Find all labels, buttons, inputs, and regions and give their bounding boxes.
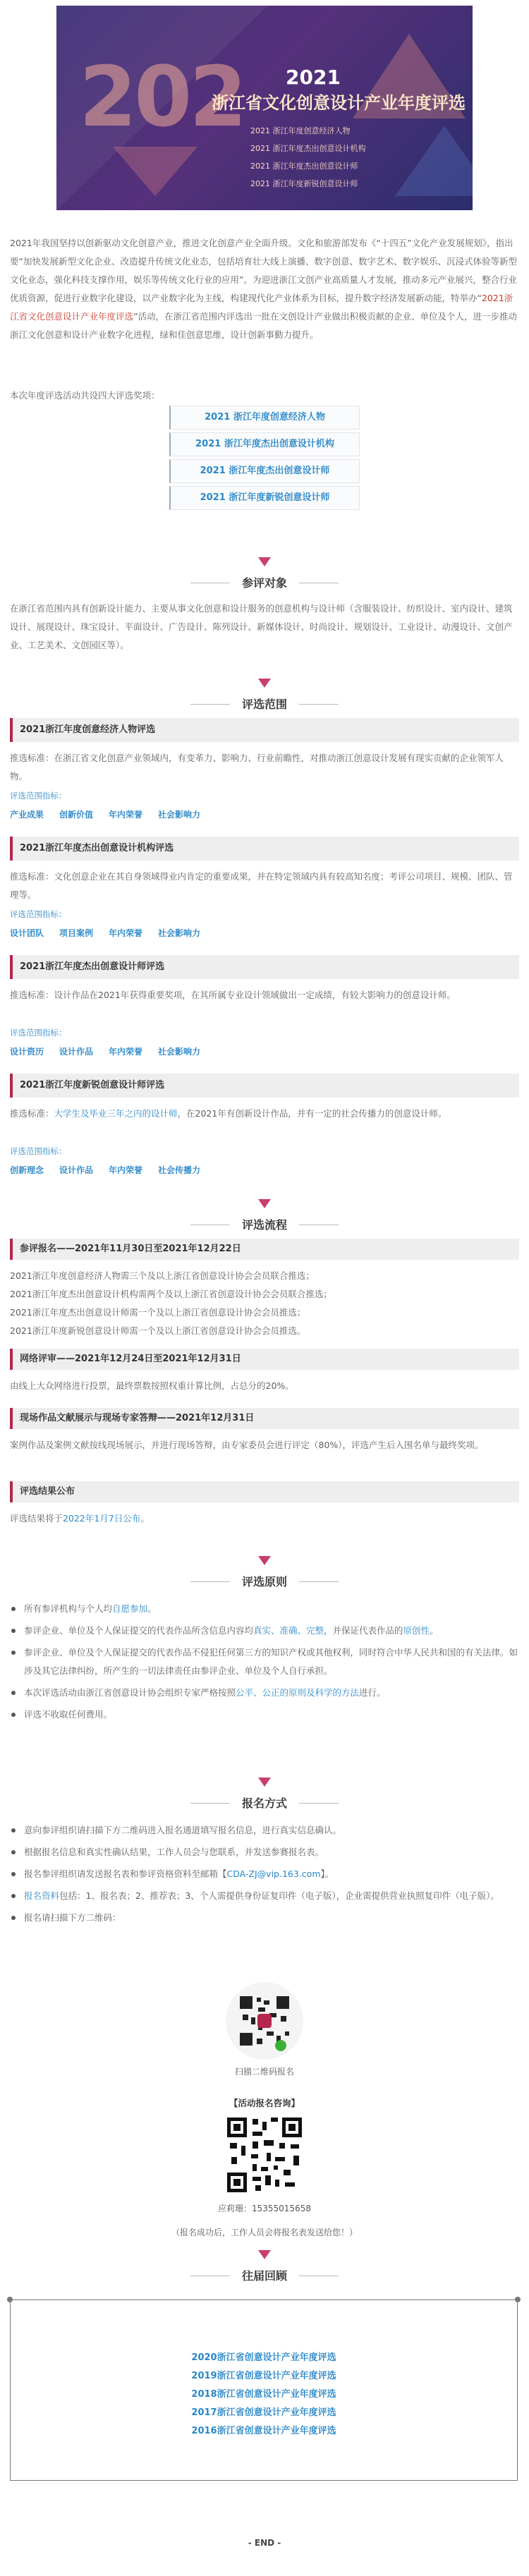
signup-qr-code[interactable] — [226, 1982, 303, 2060]
keyword: 年内荣誉 — [109, 1047, 143, 1057]
history-link[interactable]: 2016浙江省创意设计产业年度评选 — [191, 2426, 336, 2436]
step-line: 2021浙江年度杰出创意设计机构需两个及以上浙江省创意设计协会会员联合推选； — [10, 1289, 332, 1299]
consult-title: 【活动报名咨询】 — [229, 2098, 300, 2108]
step-line: 案例作品及案例文献按线现场展示，并进行现场答辩，由专家委员会进行评定（80%），评选产生后入围名单与最终奖项。 — [10, 1440, 484, 1450]
section-header-history — [0, 2250, 529, 2292]
award-item: 2021 浙江年度新锐创意设计师 — [169, 486, 360, 510]
result-date: 2022年1月7日公布 — [63, 1513, 141, 1524]
keyword: 设计作品 — [59, 1047, 94, 1057]
qr-code-icon — [226, 1982, 303, 2060]
section-marker-icon — [258, 1556, 271, 1565]
category-title: 2021浙江年度杰出创意设计师评选 — [20, 961, 165, 972]
award-item: 2021 浙江年度创意经济人物 — [169, 406, 360, 430]
section-header-scope — [0, 679, 529, 721]
section-title: 参评对象 — [241, 576, 287, 590]
category-keywords — [10, 1164, 216, 1176]
keyword: 社会影响力 — [158, 928, 201, 938]
intro-paragraph — [10, 234, 518, 344]
qr-code-icon — [224, 2115, 305, 2195]
signup-text: 报名参评组织请发送报名表和参评资格资料至邮箱【 — [24, 1869, 227, 1879]
keyword: 年内荣誉 — [109, 928, 143, 938]
category-header — [10, 837, 519, 861]
desc-text-tail: ，在2021年有创新设计作品，并有一定的社会传播力的创意设计师。 — [177, 1108, 447, 1119]
principle-highlight: 自愿参加 — [112, 1603, 148, 1614]
category-header — [10, 1074, 519, 1098]
principle-text: 进行。 — [359, 1687, 386, 1698]
banner-big-year: 202 — [79, 48, 245, 145]
category-title: 2021浙江年度杰出创意设计机构评选 — [20, 843, 174, 853]
step-line: 2021浙江年度创意经济人物需三个及以上浙江省创意设计协会会员联合推选； — [10, 1270, 315, 1281]
step-line — [10, 1509, 518, 1528]
section-title: 往届回顾 — [241, 2269, 287, 2283]
principle-highlight: 原创性 — [403, 1625, 430, 1636]
signup-email-link[interactable]: CDA-ZJ@vip.163.com — [226, 1869, 321, 1879]
keyword: 设计团队 — [10, 928, 44, 938]
history-link[interactable]: 2020浙江省创意设计产业年度评选 — [191, 2352, 336, 2363]
history-box — [10, 2299, 518, 2481]
qr-caption: 扫描二维码报名 — [234, 2067, 294, 2077]
banner-decoration — [113, 147, 197, 196]
principle-text: 。 — [430, 1625, 439, 1636]
end-marker: - END - — [248, 2538, 281, 2548]
section-header-process — [0, 1199, 529, 1241]
principle-item — [10, 1600, 519, 1618]
desc-highlight: 大学生及毕业三年之内的设计师 — [54, 1108, 178, 1119]
corner-dot — [515, 2297, 521, 2302]
step-bar — [10, 1408, 13, 1429]
category-bar — [10, 1074, 13, 1098]
category-keywords — [10, 1045, 216, 1057]
category-keywords — [10, 808, 216, 820]
category-keywords — [10, 927, 216, 939]
process-step-header — [10, 1408, 519, 1429]
banner-award-item: 2021 浙江年度创意经济人物 — [250, 126, 351, 135]
category-criteria-label: 评选范围指标： — [10, 1028, 67, 1038]
principle-text: 所有参评机构与个人均 — [24, 1603, 113, 1614]
principle-highlight: 公平、公正的原则及科学的方法 — [236, 1687, 360, 1698]
keyword: 社会传播力 — [158, 1165, 201, 1175]
category-desc: 推选标准：文化创意企业在其自身领域得业内肯定的重要成果，并在特定领域内具有较高知名度；考评公司项目、规模、团队、管理等。 — [10, 871, 513, 900]
category-criteria-label: 评选范围指标： — [10, 909, 67, 919]
principles-list — [10, 1600, 519, 1727]
signup-item — [10, 1887, 519, 1905]
principle-text: 参评企业、单位及个人保证提交的代表作品所含信息内容均 — [24, 1625, 254, 1636]
section-header-target — [0, 557, 529, 600]
consult-qr-code[interactable] — [224, 2115, 305, 2195]
principle-text: 本次评选活动由浙江省创意设计协会组织专家严格按照 — [24, 1687, 236, 1698]
keyword: 年内荣誉 — [109, 1165, 143, 1175]
category-bar — [10, 718, 13, 742]
award-item: 2021 浙江年度杰出创意设计师 — [169, 459, 360, 483]
section-title: 评选原则 — [241, 1575, 287, 1588]
desc-text: 推选标准： — [10, 1108, 54, 1119]
award-item: 2021 浙江年度杰出创意设计机构 — [169, 432, 360, 456]
banner-award-list — [250, 119, 366, 195]
category-desc: 推选标准：设计作品在2021年获得重要奖项，在其所属专业设计领域做出一定成绩，有较大影响力的创意设计师。 — [10, 990, 456, 1000]
keyword: 社会影响力 — [158, 1047, 201, 1057]
step-line: 2021浙江年度新锐创意设计师需一个及以上浙江省创意设计协会会员推选。 — [10, 1325, 306, 1336]
signup-text: 包括：1、报名表；2、推荐表；3、个人需提供身份证复印件（电子版），企业需提供营业执照复印件（电子版）。 — [59, 1890, 499, 1901]
process-step-header — [10, 1349, 519, 1370]
result-text-tail: 。 — [140, 1513, 150, 1524]
section-title: 报名方式 — [241, 1797, 287, 1810]
intro-highlight: 2021浙江省文化创意设计产业年度评选 — [10, 293, 513, 322]
history-link[interactable]: 2017浙江省创意设计产业年度评选 — [191, 2407, 336, 2418]
step-line: 2021浙江年度杰出创意设计师需一个及以上浙江省创意设计协会会员推选； — [10, 1307, 306, 1318]
section-title: 评选范围 — [241, 698, 287, 711]
principle-text: 。 — [147, 1603, 157, 1614]
section-title: 评选流程 — [241, 1218, 287, 1232]
section-marker-icon — [258, 1778, 271, 1787]
corner-dot — [7, 2297, 13, 2302]
keyword: 设计资历 — [10, 1047, 44, 1057]
step-title: 评选结果公布 — [20, 1486, 75, 1497]
principle-item: 参评企业、单位及个人保证提交的代表作品不侵犯任何第三方的知识产权或其他权利，同时符合中华人民共和国的有关法律。如涉及其它法律纠纷，所产生的一切法律责任由参评企业、单位及个人自行承担。 — [10, 1644, 519, 1680]
step-title: 参评报名——2021年11月30日至2021年12月22日 — [20, 1244, 241, 1254]
section-header-principles — [0, 1556, 529, 1598]
banner-decoration — [395, 126, 473, 196]
category-title: 2021浙江年度新锐创意设计师评选 — [20, 1080, 165, 1090]
keyword: 产业成果 — [10, 810, 44, 820]
section-marker-icon — [258, 557, 271, 566]
banner-award-item: 2021 浙江年度新锐创意设计师 — [250, 179, 358, 188]
category-bar — [10, 837, 13, 861]
category-title: 2021浙江年度创意经济人物评选 — [20, 724, 156, 735]
keyword: 社会影响力 — [158, 810, 201, 820]
intro-text: 2021年我国坚持以创新驱动文化创意产业，推进文化创意产业全面升级。文化和旅游部发布《“十四五”文化产业发展规划》，指出要“加快发展新型文化企业、改造提升传统文化业态，包括培育壮大线上演播、数字创意、数字艺术、数字娱乐、沉浸式体验等新型文化业态，强化科技支撑作用，娱乐等传统文化行业的应用”。为迎进浙江文创产业高质量人才发展，推动多元产业展兴，整合行业优质资源，促进行业数字化建设，以产业数字化为主线，构建现代化产业体系为目标，提升数字经济发展新动能，特举办“ — [10, 238, 517, 303]
step-bar — [10, 1349, 13, 1370]
consult-note: （报名成功后，工作人员会将报名表发送给您！） — [171, 2228, 358, 2237]
banner-year: 2021 — [286, 66, 341, 89]
award-list — [169, 406, 360, 513]
step-title: 网络评审——2021年12月24日至2021年12月31日 — [20, 1354, 241, 1364]
banner-title: 浙江省文化创意设计产业年度评选 — [212, 93, 466, 113]
principle-item — [10, 1684, 519, 1702]
signup-item: 意向参评组织请扫描下方二维码进入报名通道填写报名信息，进行真实信息确认。 — [10, 1821, 519, 1840]
banner-award-item: 2021 浙江年度杰出创意设计师 — [250, 162, 358, 171]
section-marker-icon — [258, 2250, 271, 2259]
step-title: 现场作品文献展示与现场专家答辩——2021年12月31日 — [20, 1413, 255, 1423]
signup-list — [10, 1821, 519, 1931]
intro-text-tail: ”活动，在浙江省范围内评选出一批在文创设计产业做出积极贡献的企业、单位及个人，进一步推动浙江文化创意和设计产业数字化进程，绿和佳创意思维，设计创新事勤力提升。 — [10, 311, 517, 340]
section-marker-icon — [258, 1199, 271, 1208]
intro-award-lead: 本次年度评选活动共设四大评选奖项： — [10, 390, 160, 401]
principle-item — [10, 1622, 519, 1640]
category-desc — [10, 1105, 518, 1123]
category-header — [10, 718, 519, 742]
keyword: 创新价值 — [59, 810, 94, 820]
step-bar — [10, 1239, 13, 1260]
hero-banner — [56, 6, 473, 210]
target-paragraph: 在浙江省范围内具有创新设计能力、主要从事文化创意和设计服务的创意机构与设计师（含服装设计、纺织设计、室内设计、建筑设计、展现设计、珠宝设计、平面设计、广告设计、陈列设计、新媒体设计、时尚设计、规划设计、工业设计、动漫设计、文创产业、工艺美术、文创园区等）。 — [10, 603, 513, 650]
signup-text: 】。 — [320, 1869, 334, 1879]
keyword: 创新理念 — [10, 1165, 44, 1175]
principle-highlight: 真实、准确、完整 — [253, 1625, 324, 1636]
signup-item — [10, 1865, 519, 1883]
keyword: 设计作品 — [59, 1165, 94, 1175]
history-link[interactable]: 2019浙江省创意设计产业年度评选 — [191, 2371, 336, 2381]
category-bar — [10, 955, 13, 979]
signup-item: 根据报名信息和真实性确认结果，工作人员会与您联系，并发送参赛报名表。 — [10, 1843, 519, 1861]
process-step-header — [10, 1481, 519, 1502]
signup-item: 报名请扫描下方二维码： — [10, 1909, 519, 1927]
history-link[interactable]: 2018浙江省创意设计产业年度评选 — [191, 2389, 336, 2400]
section-marker-icon — [258, 679, 271, 688]
keyword: 项目案例 — [59, 928, 94, 938]
category-desc: 推选标准：在浙江省文化创意产业领域内，有变革力、影响力、行业前瞻性，对推动浙江创意设计发展有现实贡献的企业领军人物。 — [10, 753, 504, 782]
result-text: 评选结果将于 — [10, 1513, 63, 1524]
principle-text: ，并保证代表作品的 — [324, 1625, 403, 1636]
step-line: 由线上大众网络进行投票，最终票数按照权重计算比例，占总分的20%。 — [10, 1380, 294, 1391]
category-criteria-label: 评选范围指标： — [10, 791, 67, 801]
step-bar — [10, 1481, 13, 1502]
banner-award-item: 2021 浙江年度杰出创意设计机构 — [250, 144, 366, 153]
category-criteria-label: 评选范围指标： — [10, 1146, 67, 1156]
keyword: 年内荣誉 — [109, 810, 143, 820]
process-step-header — [10, 1239, 519, 1260]
principle-item: 评选不收取任何费用。 — [10, 1706, 519, 1724]
section-header-signup — [0, 1778, 529, 1820]
signup-highlight: 报名资料 — [24, 1890, 60, 1901]
consult-phone: 应莉珊：15355015658 — [218, 2204, 311, 2213]
category-header — [10, 955, 519, 979]
